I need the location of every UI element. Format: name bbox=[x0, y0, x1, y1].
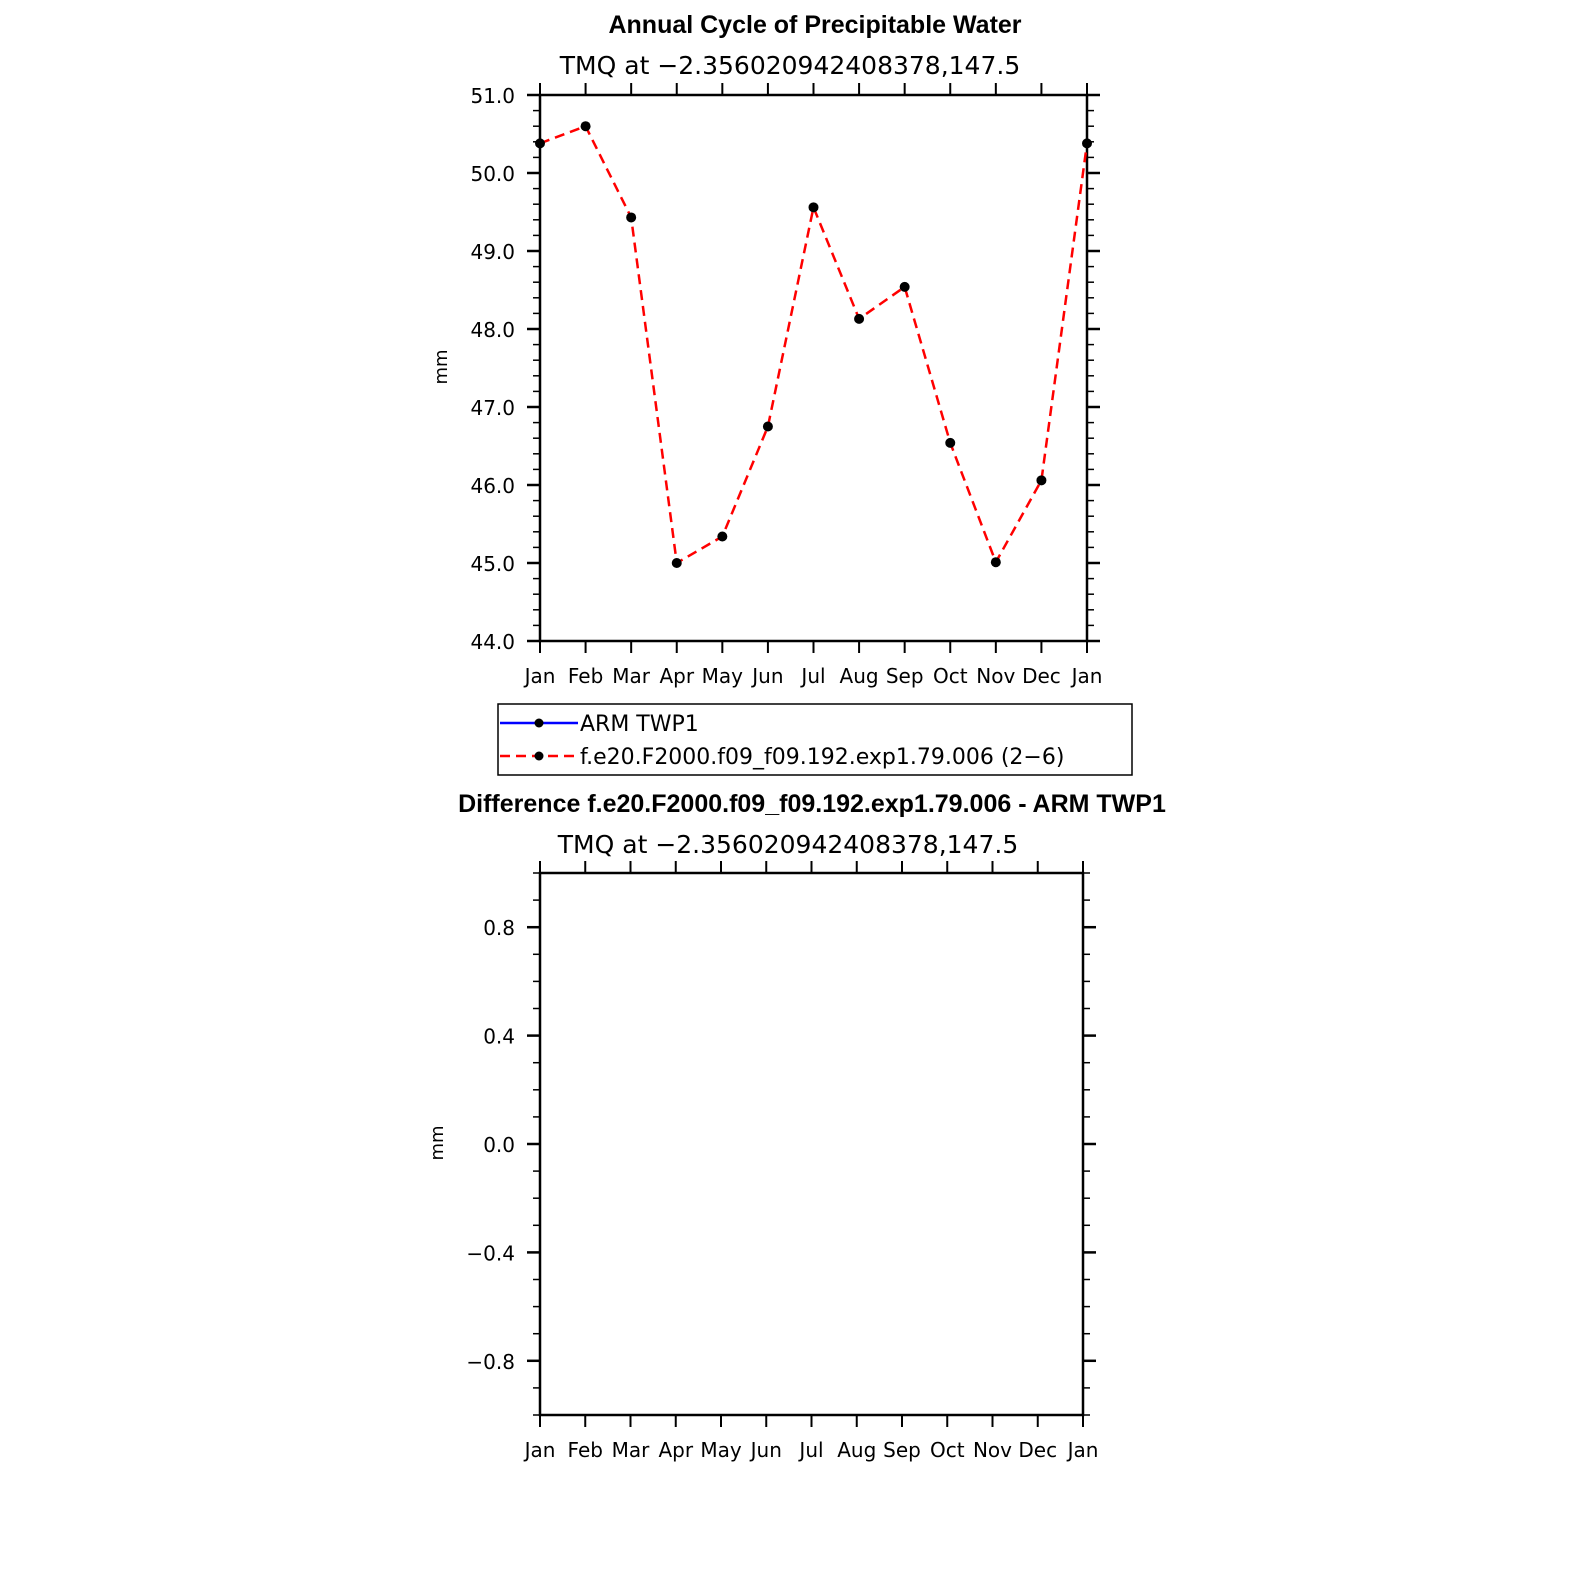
chart2-ytick-label: −0.8 bbox=[466, 1349, 515, 1374]
chart1-ytick-label: 50.0 bbox=[470, 162, 515, 186]
chart1-xtick-label: Apr bbox=[659, 664, 695, 688]
chart1-ylabel: mm bbox=[431, 349, 452, 385]
chart1-data-point bbox=[1036, 475, 1046, 485]
chart1-xtick-label: Jan bbox=[524, 664, 556, 688]
chart2-ylabel: mm bbox=[427, 1125, 448, 1161]
chart2-xtick-label: Jun bbox=[750, 1438, 782, 1462]
chart2-xtick-label: Nov bbox=[972, 1438, 1013, 1462]
chart1-data-point bbox=[717, 531, 727, 541]
legend-marker-model bbox=[535, 752, 544, 761]
chart2-ytick-label: 0.0 bbox=[483, 1133, 515, 1157]
chart1-ytick-label: 49.0 bbox=[470, 240, 515, 264]
chart1-ytick-label: 47.0 bbox=[470, 396, 515, 420]
chart2-xtick-label: Aug bbox=[837, 1438, 877, 1462]
chart1-data-point bbox=[763, 422, 773, 432]
chart1-title: Annual Cycle of Precipitable Water bbox=[608, 11, 1022, 39]
chart1-xtick-label: Nov bbox=[976, 664, 1016, 688]
chart1-ytick-label: 48.0 bbox=[470, 318, 515, 342]
chart2-xtick-label: Jan bbox=[1067, 1438, 1099, 1462]
chart1-frame bbox=[540, 95, 1087, 641]
chart2-xtick-label: Jul bbox=[799, 1438, 824, 1462]
chart2-subtitle: TMQ at −2.356020942408378,147.5 bbox=[557, 830, 1019, 859]
chart2-xtick-label: Jan bbox=[524, 1438, 556, 1462]
chart2-xtick-label: Sep bbox=[883, 1438, 921, 1462]
legend-label-arm: ARM TWP1 bbox=[580, 712, 699, 737]
chart1-xtick-label: Sep bbox=[885, 664, 924, 688]
chart1-series-line bbox=[540, 126, 1087, 563]
chart2-frame bbox=[540, 873, 1083, 1415]
chart1-data-point bbox=[672, 558, 682, 568]
legend-label-model: f.e20.F2000.f09_f09.192.exp1.79.006 (2−6) bbox=[580, 745, 1065, 770]
chart1-xtick-label: Mar bbox=[612, 664, 651, 688]
chart2-xtick-label: Mar bbox=[611, 1438, 650, 1462]
chart1-data-point bbox=[581, 121, 591, 131]
legend bbox=[498, 704, 1132, 775]
chart2-ytick-label: −0.4 bbox=[466, 1241, 515, 1266]
chart2-xtick-label: Apr bbox=[658, 1438, 694, 1462]
chart2-ytick-label: 0.8 bbox=[483, 916, 515, 941]
chart1-xtick-label: May bbox=[701, 664, 744, 688]
chart1-ytick-label: 46.0 bbox=[470, 474, 515, 498]
chart1-xtick-label: Jul bbox=[801, 664, 826, 688]
chart1-ytick-label: 51.0 bbox=[470, 84, 515, 108]
chart1-data-point bbox=[626, 212, 636, 222]
chart1-ytick-label: 44.0 bbox=[470, 630, 515, 654]
chart1-data-point bbox=[854, 314, 864, 324]
chart1-xtick-label: Aug bbox=[839, 664, 879, 688]
chart1-plot bbox=[470, 83, 1102, 688]
chart1-xtick-label: Dec bbox=[1022, 664, 1061, 688]
chart1-ytick-label: 45.0 bbox=[470, 552, 515, 576]
chart1-xtick-label: Feb bbox=[567, 664, 604, 688]
chart2-ytick-label: 0.4 bbox=[483, 1024, 515, 1049]
chart2-plot bbox=[466, 861, 1098, 1462]
chart2-xtick-label: Dec bbox=[1018, 1438, 1058, 1462]
chart1-subtitle: TMQ at −2.356020942408378,147.5 bbox=[559, 51, 1021, 80]
chart2-title: Difference f.e20.F2000.f09_f09.192.exp1.79.006 - ARM TWP1 bbox=[458, 790, 1166, 818]
chart2-xtick-label: Oct bbox=[929, 1438, 965, 1462]
chart1-data-point bbox=[900, 282, 910, 292]
chart1-data-point bbox=[535, 138, 545, 148]
chart1-data-point bbox=[991, 557, 1001, 567]
chart2-xtick-label: May bbox=[700, 1438, 742, 1462]
chart1-data-point bbox=[809, 202, 819, 212]
legend-marker-arm bbox=[535, 719, 544, 728]
chart1-xtick-label: Jan bbox=[1071, 664, 1103, 688]
chart1-xtick-label: Jun bbox=[752, 664, 784, 688]
chart1-xtick-label: Oct bbox=[932, 664, 968, 688]
chart1-data-point bbox=[945, 438, 955, 448]
chart2-xtick-label: Feb bbox=[567, 1438, 603, 1462]
chart1-data-point bbox=[1082, 138, 1092, 148]
